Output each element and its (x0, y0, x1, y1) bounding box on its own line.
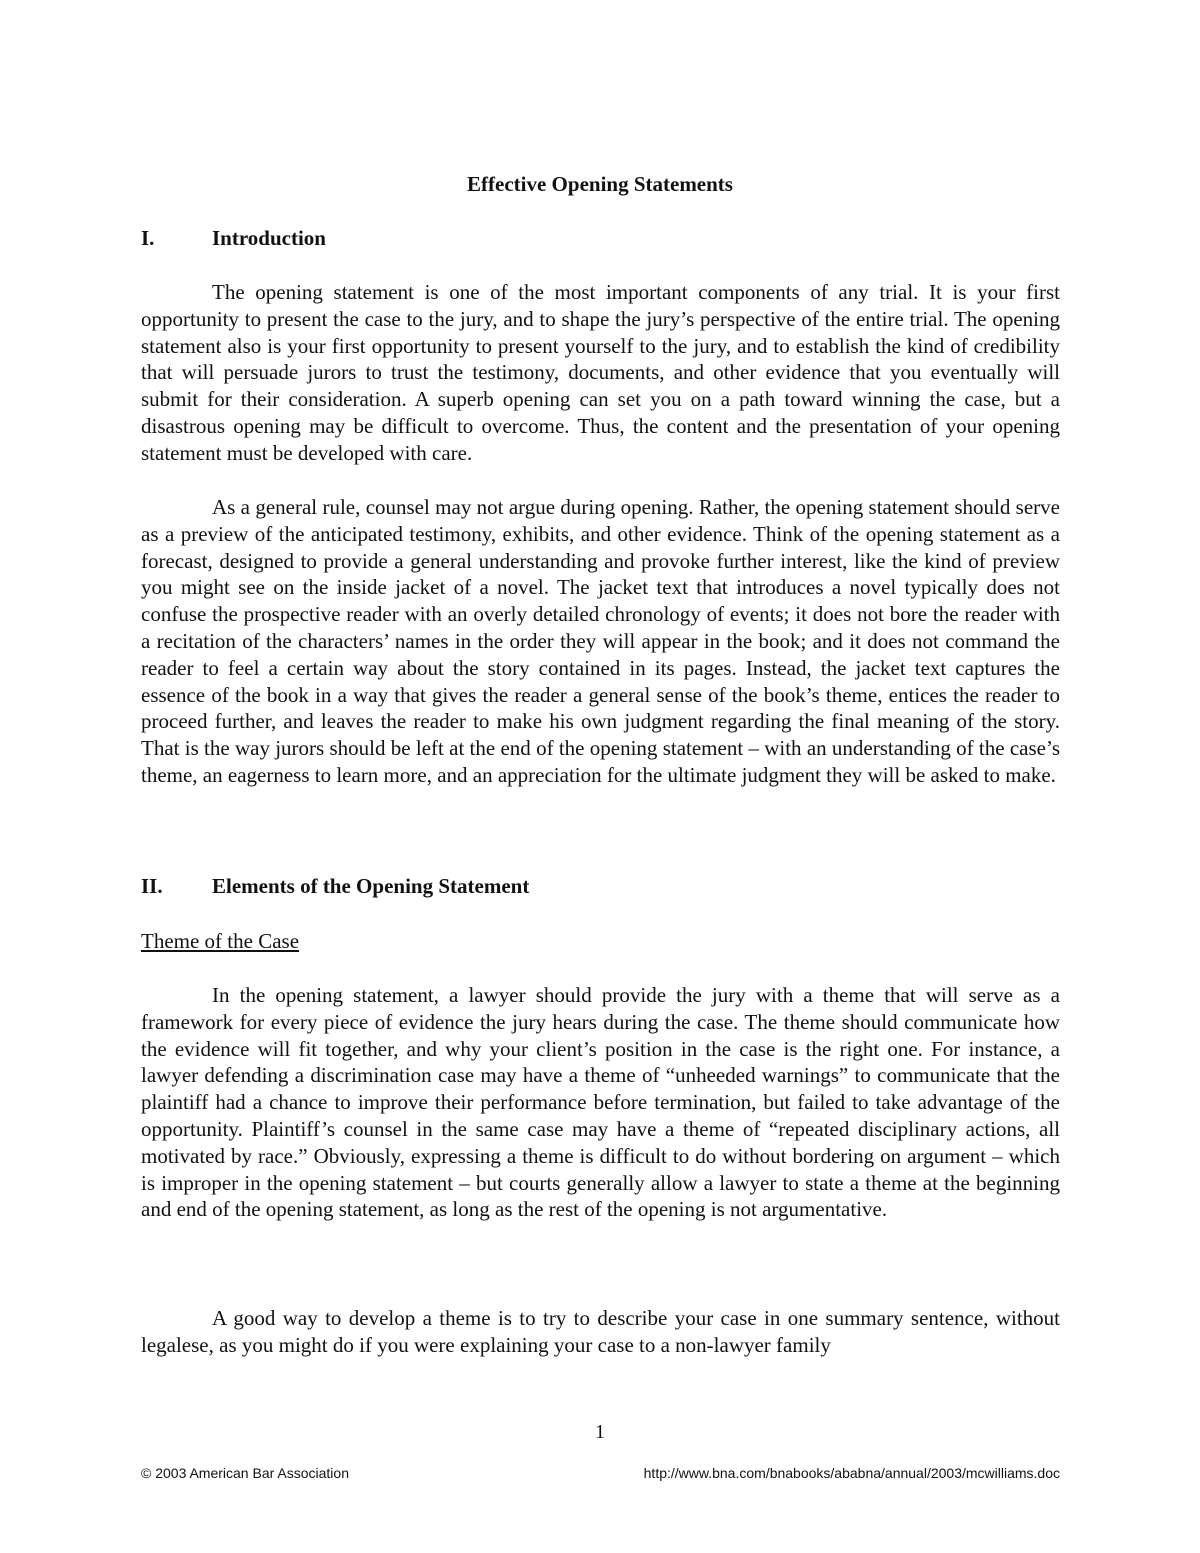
section-number: II. (141, 874, 163, 898)
paragraph-introduction-1: The opening statement is one of the most important components of any trial. It is your first opportunity to present the case to the jury, and to shape the jury’s perspective of the entire trial. The opening statement also is your first opportunity to present yourself to the jury, and to establish the kind of credibility that will persuade jurors to trust the testimony, documents, and other evidence that you eventually will submit for their consideration. A superb opening can set you on a path toward winning the case, but a disastrous opening may be difficult to overcome. Thus, the content and the presentation of your opening statement must be developed with care. (141, 280, 1060, 465)
section-heading-elements (141, 872, 529, 900)
paragraph-introduction-2: As a general rule, counsel may not argue during opening. Rather, the opening statement should serve as a preview of the anticipated testimony, exhibits, and other evidence. Think of the opening statement as a forecast, designed to provide a general understanding and provoke further interest, like the kind of preview you might see on the inside jacket of a novel. The jacket text that introduces a novel typically does not confuse the prospective reader with an overly detailed chronology of events; it does not bore the reader with a recitation of the characters’ names in the order they will appear in the book; and it does not command the reader to feel a certain way about the story contained in its pages. Instead, the jacket text captures the essence of the book in a way that gives the reader a general sense of the book’s theme, entices the reader to proceed further, and leaves the reader to make his own judgment regarding the final meaning of the story. That is the way jurors should be left at the end of the opening statement – with an understanding of the case’s theme, an eagerness to learn more, and an appreciation for the ultimate judgment they will be asked to make. (141, 495, 1060, 787)
section-heading-introduction (141, 224, 326, 252)
section-number: I. (141, 226, 155, 250)
footer-url: http://www.bna.com/bnabooks/ababna/annual/2003/mcwilliams.doc (643, 1465, 1060, 1481)
page-number: 1 (595, 1421, 605, 1443)
page-footer (141, 1464, 1060, 1482)
document-title: Effective Opening Statements (467, 172, 733, 196)
subheading-theme-of-case: Theme of the Case (141, 929, 300, 953)
paragraph-theme-2: A good way to develop a theme is to try to describe your case in one summary sentence, without legalese, as you might do if you were explaining your case to a non-lawyer family (141, 1306, 1060, 1357)
section-title: Introduction (212, 226, 326, 250)
section-title: Elements of the Opening Statement (212, 874, 530, 898)
footer-copyright: © 2003 American Bar Association (141, 1465, 349, 1481)
paragraph-theme-1: In the opening statement, a lawyer should provide the jury with a theme that will serve as a framework for every piece of evidence the jury hears during the case. The theme should communicate how the evidence will fit together, and why your client’s position in the case is the right one. For instance, a lawyer defending a discrimination case may have a theme of “unheeded warnings” to communicate that the plaintiff had a chance to improve their performance before termination, but failed to take advantage of the opportunity. Plaintiff’s counsel in the same case may have a theme of “repeated disciplinary actions, all motivated by race.” Obviously, expressing a theme is difficult to do without bordering on argument – which is improper in the opening statement – but courts generally allow a lawyer to state a theme at the beginning and end of the opening statement, as long as the rest of the opening is not argumentative. (141, 983, 1060, 1222)
